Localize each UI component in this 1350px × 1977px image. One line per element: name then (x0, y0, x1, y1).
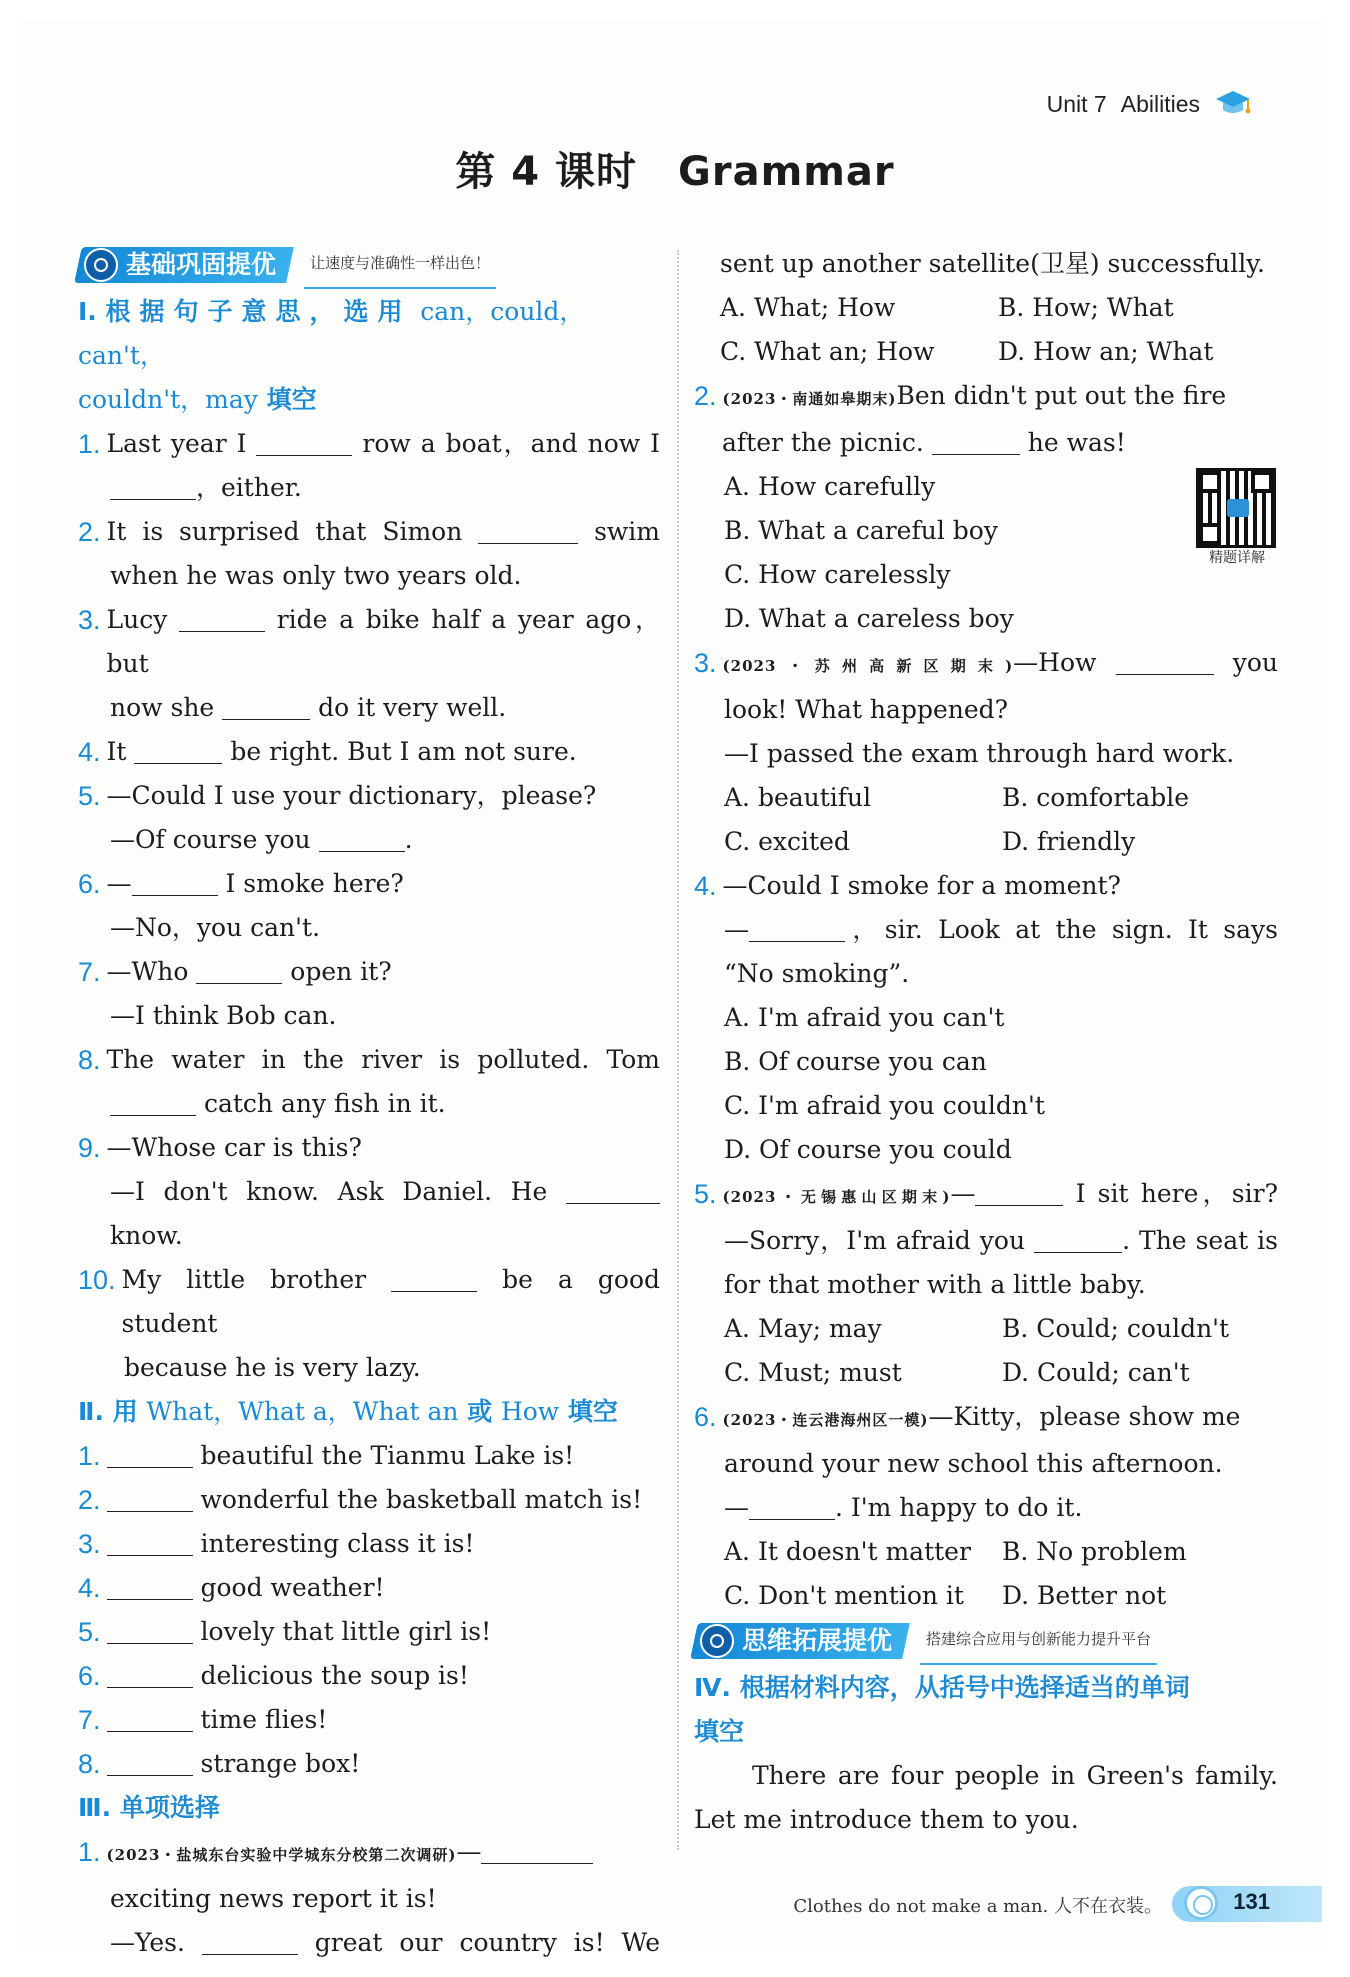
section-number: Ⅲ. (78, 1793, 112, 1822)
page-footer (0, 1886, 1322, 1926)
question-text: beautiful the Tianmu Lake is! (200, 1441, 575, 1470)
question-text: be right. But I am not sure. (230, 737, 577, 766)
atom-icon (700, 1624, 734, 1658)
question-text: open it? (290, 957, 392, 986)
question-3-6 (694, 1395, 1278, 1442)
question-3-3-cont: look! What happened? (724, 695, 1009, 724)
question-1-3 (78, 598, 660, 686)
answer-blank[interactable] (1116, 650, 1214, 675)
passage-line-1: There are four people in Green's family. (752, 1761, 1278, 1790)
qr-code[interactable] (1196, 468, 1278, 568)
left-column (78, 242, 660, 1965)
answer-blank[interactable] (319, 827, 405, 852)
question-1-3-cont (78, 686, 660, 730)
question-number: 4. (78, 1573, 101, 1603)
question-3-4-options (694, 996, 1278, 1172)
question-source: (2023・南通如皋期末) (722, 390, 897, 408)
question-text: you (1232, 648, 1278, 677)
question-number: 1. (78, 429, 101, 459)
question-3-4-cont (694, 908, 1278, 952)
question-number: 7. (78, 957, 101, 987)
graduation-cap-icon (1214, 88, 1252, 120)
question-text: —Yes. (110, 1928, 185, 1957)
question-number: 2. (78, 517, 101, 547)
answer-blank[interactable] (222, 695, 310, 720)
question-3-2 (694, 374, 1278, 421)
question-text: ride a bike half a year ago，but (106, 605, 661, 678)
question-text: ，sir. Look at the sign. It says (845, 915, 1278, 944)
question-number: 8. (78, 1045, 101, 1075)
banner-label: 思维拓展提优 (742, 1626, 893, 1655)
question-text: The water in the river is polluted. Tom (106, 1045, 660, 1074)
footer-proverb: Clothes do not make a man. 人不在衣装。 (793, 1896, 1162, 1917)
banner-subtitle: 搭建综合应用与创新能力提升平台 (920, 1617, 1157, 1665)
option-c[interactable]: C. Must; must (724, 1358, 902, 1387)
answer-blank[interactable] (1034, 1228, 1122, 1253)
lesson-title: 第 4 课时 Grammar (455, 149, 895, 195)
section-banner-basic (78, 242, 660, 288)
question-2-1 (78, 1434, 660, 1478)
question-number: 4. (694, 871, 717, 901)
question-text: Last year I (106, 429, 247, 458)
spiral-icon (1184, 1886, 1218, 1920)
section-instruction: 根据材料内容，从括号中选择适当的单词 (739, 1673, 1190, 1702)
section-instruction-end: 填空 (266, 385, 317, 414)
question-3-4-cont2: “No smoking”. (724, 959, 910, 988)
qr-caption: 精题详解 (1209, 550, 1265, 566)
question-1-9-cont (78, 1170, 660, 1214)
question-number: 6. (694, 1402, 717, 1432)
option-d[interactable]: D. What a careless boy (724, 604, 1014, 633)
section-words: How (500, 1397, 560, 1426)
option-a[interactable]: A. beautiful (724, 783, 872, 812)
question-2-6 (78, 1654, 660, 1698)
question-3-2-options (694, 465, 1278, 641)
question-1-6-cont: —No，you can't. (110, 913, 321, 942)
question-text: time flies! (200, 1705, 328, 1734)
question-1-6 (78, 862, 660, 906)
question-text: —I don't know. Ask Daniel. He (110, 1177, 548, 1206)
question-text: delicious the soup is! (200, 1661, 469, 1690)
question-3-1-cont3: sent up another satellite(卫星) successfully. (720, 249, 1266, 278)
option-d[interactable]: D. Of course you could (724, 1135, 1012, 1164)
answer-blank[interactable] (566, 1179, 660, 1204)
question-number: 3. (78, 605, 101, 635)
question-source: (2023・无锡惠山区期末) (722, 1188, 951, 1206)
question-number: 3. (694, 648, 717, 678)
question-2-8 (78, 1742, 660, 1786)
question-text: —Kitty，please show me (928, 1402, 1241, 1431)
question-1-9-cont2: know. (110, 1221, 183, 1250)
question-1-10 (78, 1258, 660, 1346)
play-icon (1227, 499, 1249, 517)
question-3-5 (694, 1172, 1278, 1219)
question-number: 8. (78, 1749, 101, 1779)
option-c[interactable]: C. I'm afraid you couldn't (724, 1091, 1045, 1120)
question-1-2 (78, 510, 660, 554)
question-text: he was! (1027, 428, 1126, 457)
question-3-6-cont: around your new school this afternoon. (724, 1449, 1223, 1478)
question-text: — (724, 1493, 749, 1522)
page-number: 131 (1233, 1889, 1270, 1914)
answer-blank[interactable] (391, 1267, 477, 1292)
option-d[interactable]: D. How an; What (998, 337, 1214, 366)
question-2-5 (78, 1610, 660, 1654)
question-text: Lucy (106, 605, 168, 634)
question-2-3 (78, 1522, 660, 1566)
question-text: —Who (106, 957, 189, 986)
question-number: 5. (694, 1179, 717, 1209)
question-text: I smoke here? (225, 869, 404, 898)
question-text: interesting class it is! (200, 1529, 475, 1558)
question-3-1 (78, 1830, 660, 1877)
question-2-7 (78, 1698, 660, 1742)
question-text: — (724, 915, 749, 944)
question-number: 6. (78, 1661, 101, 1691)
column-divider (677, 250, 679, 1850)
question-text: strange box! (200, 1749, 361, 1778)
question-3-3-options (694, 776, 1278, 864)
question-text: —How (1013, 648, 1097, 677)
question-number: 1. (78, 1441, 101, 1471)
question-text: —Could I use your dictionary，please? (106, 781, 597, 810)
answer-blank[interactable] (107, 1619, 193, 1644)
right-column (694, 242, 1278, 1842)
qr-finder (1199, 523, 1221, 545)
section-2-heading (78, 1390, 660, 1434)
question-1-7 (78, 950, 660, 994)
section-number: Ⅳ. (694, 1673, 731, 1702)
question-3-5-cont2: for that mother with a little baby. (724, 1270, 1146, 1299)
question-text: lovely that little girl is! (200, 1617, 492, 1646)
question-number: 7. (78, 1705, 101, 1735)
question-1-7-cont: —I think Bob can. (110, 1001, 337, 1030)
question-1-10-cont: because he is very lazy. (124, 1353, 421, 1382)
question-1-8 (78, 1038, 660, 1082)
banner-subtitle: 让速度与准确性一样出色！ (304, 241, 496, 289)
question-text: —Whose car is this? (106, 1133, 362, 1162)
qr-finder (1199, 471, 1221, 493)
question-1-5-cont (78, 818, 660, 862)
section-number: Ⅰ. (78, 297, 97, 326)
question-2-4 (78, 1566, 660, 1610)
section-3-heading (78, 1786, 660, 1830)
question-source: (2023・盐城东台实验中学城东分校第二次调研) (106, 1846, 457, 1864)
question-text: swim (594, 517, 660, 546)
option-d[interactable]: D. Better not (1002, 1581, 1167, 1610)
option-b[interactable]: B. How; What (998, 293, 1174, 322)
option-b[interactable]: B. No problem (1002, 1537, 1187, 1566)
answer-blank[interactable] (110, 1091, 196, 1116)
option-c[interactable]: C. excited (724, 827, 850, 856)
option-b[interactable]: B. What a careful boy (724, 516, 998, 545)
question-1-9 (78, 1126, 660, 1170)
question-text: . I'm happy to do it. (835, 1493, 1083, 1522)
option-a[interactable]: A. May; may (724, 1314, 882, 1343)
question-text: — (456, 1837, 482, 1866)
question-text: do it very well. (318, 693, 507, 722)
answer-blank[interactable] (749, 1495, 835, 1520)
answer-blank[interactable] (107, 1487, 193, 1512)
question-1-1 (78, 422, 660, 466)
answer-blank[interactable] (202, 1930, 298, 1955)
question-3-6-cont2 (694, 1486, 1278, 1530)
question-1-1-cont (78, 466, 660, 510)
question-text: now she (110, 693, 215, 722)
question-number: 5. (78, 1617, 101, 1647)
banner-label-box (74, 247, 294, 283)
answer-blank[interactable] (481, 1839, 593, 1864)
section-words: What，What a，What an (146, 1397, 459, 1426)
question-text: be a good student (121, 1265, 661, 1338)
section-instruction: 用 (112, 1397, 138, 1426)
section-number: Ⅱ. (78, 1397, 104, 1426)
question-text: I sit here，sir? (1075, 1179, 1278, 1208)
question-3-1-cont2 (78, 1921, 660, 1965)
option-b[interactable]: B. Of course you can (724, 1047, 987, 1076)
question-source: (2023・苏州高新区期末) (722, 657, 1014, 675)
question-text: catch any fish in it. (203, 1089, 446, 1118)
option-a[interactable]: A. It doesn't matter (724, 1537, 971, 1566)
option-a[interactable]: A. I'm afraid you can't (724, 1003, 1005, 1032)
section-instruction: 或 (467, 1397, 493, 1426)
question-3-5-options (694, 1307, 1278, 1395)
question-text: —Of course you (110, 825, 311, 854)
option-c[interactable]: C. Don't mention it (724, 1581, 964, 1610)
target-icon (84, 248, 118, 282)
question-number: 5. (78, 781, 101, 811)
question-1-8-cont (78, 1082, 660, 1126)
unit-label: Unit 7 (1046, 90, 1107, 117)
question-3-3 (694, 641, 1278, 688)
question-1-4 (78, 730, 660, 774)
answer-blank[interactable] (132, 871, 218, 896)
question-source: (2023・连云港海州区一模) (722, 1411, 929, 1429)
option-a[interactable]: A. What; How (720, 293, 896, 322)
question-3-4 (694, 864, 1278, 908)
qr-finder (1251, 471, 1273, 493)
answer-blank[interactable] (179, 607, 265, 632)
answer-blank[interactable] (107, 1707, 193, 1732)
question-text: Ben didn't put out the fire (896, 381, 1227, 410)
running-header (1047, 88, 1252, 120)
question-text: after the picnic. (722, 428, 924, 457)
answer-blank[interactable] (107, 1575, 193, 1600)
answer-blank[interactable] (196, 959, 282, 984)
answer-blank[interactable] (256, 431, 352, 456)
option-a[interactable]: A. How carefully (724, 472, 936, 501)
option-b[interactable]: B. comfortable (1002, 783, 1190, 812)
question-text: My little brother (121, 1265, 367, 1294)
section-words-2: couldn't，may (78, 385, 258, 414)
unit-topic: Abilities (1120, 90, 1200, 117)
section-banner-extension (694, 1618, 1278, 1664)
answer-blank[interactable] (932, 430, 1020, 455)
section-4-heading (694, 1666, 1278, 1754)
answer-blank[interactable] (107, 1531, 193, 1556)
option-c[interactable]: C. What an; How (720, 337, 935, 366)
question-3-6-options (694, 1530, 1278, 1618)
answer-blank[interactable] (478, 519, 578, 544)
question-number: 2. (694, 381, 717, 411)
question-text: . The seat is (1122, 1226, 1279, 1255)
section-instruction-end: 填空 (567, 1397, 618, 1426)
question-2-2 (78, 1478, 660, 1522)
question-number: 2. (78, 1485, 101, 1515)
question-1-2-cont: when he was only two years old. (110, 561, 522, 590)
question-text: wonderful the basketball match is! (200, 1485, 643, 1514)
banner-label-box (690, 1623, 910, 1659)
question-text: good weather! (200, 1573, 385, 1602)
section-1-heading (78, 290, 660, 422)
question-number: 3. (78, 1529, 101, 1559)
question-text: great our country is! We (314, 1928, 660, 1957)
answer-blank[interactable] (749, 917, 845, 942)
option-c[interactable]: C. How carelessly (724, 560, 951, 589)
answer-blank[interactable] (107, 1663, 193, 1688)
qr-code-icon[interactable] (1196, 468, 1276, 548)
question-number: 4. (78, 737, 101, 767)
answer-blank[interactable] (110, 475, 196, 500)
section-words: can，could，can't， (78, 297, 585, 370)
question-number: 10. (78, 1265, 116, 1295)
option-b[interactable]: B. Could; couldn't (1002, 1314, 1230, 1343)
question-text: — (950, 1179, 976, 1208)
question-text: — (106, 869, 132, 898)
question-text: —Could I smoke for a moment? (722, 871, 1121, 900)
answer-blank[interactable] (107, 1443, 193, 1468)
answer-blank[interactable] (975, 1181, 1063, 1206)
question-text: It (106, 737, 127, 766)
question-text: ，either. (196, 473, 302, 502)
option-d[interactable]: D. friendly (1002, 827, 1136, 856)
option-d[interactable]: D. Could; can't (1002, 1358, 1190, 1387)
answer-blank[interactable] (134, 739, 222, 764)
section-instruction: 单项选择 (119, 1793, 220, 1822)
section-instruction-end: 填空 (694, 1717, 745, 1746)
question-3-2-cont (694, 421, 1278, 465)
question-text: . (404, 825, 413, 854)
question-text: —Sorry，I'm afraid you (724, 1226, 1026, 1255)
passage-line-2: Let me introduce them to you. (694, 1805, 1079, 1834)
question-1-5 (78, 774, 660, 818)
question-number: 9. (78, 1133, 101, 1163)
question-3-1-cont: exciting news report it is! (110, 1884, 437, 1913)
question-text: row a boat，and now I (362, 429, 661, 458)
question-number: 1. (78, 1837, 101, 1867)
question-3-1-options (694, 286, 1278, 374)
question-3-5-cont (694, 1219, 1278, 1263)
question-number: 6. (78, 869, 101, 899)
section-instruction: 根据句子意思，选用 (105, 297, 412, 326)
question-text: It is surprised that Simon (106, 517, 463, 546)
banner-label: 基础巩固提优 (126, 250, 277, 279)
question-3-3-cont2: —I passed the exam through hard work. (724, 739, 1235, 768)
answer-blank[interactable] (107, 1751, 193, 1776)
